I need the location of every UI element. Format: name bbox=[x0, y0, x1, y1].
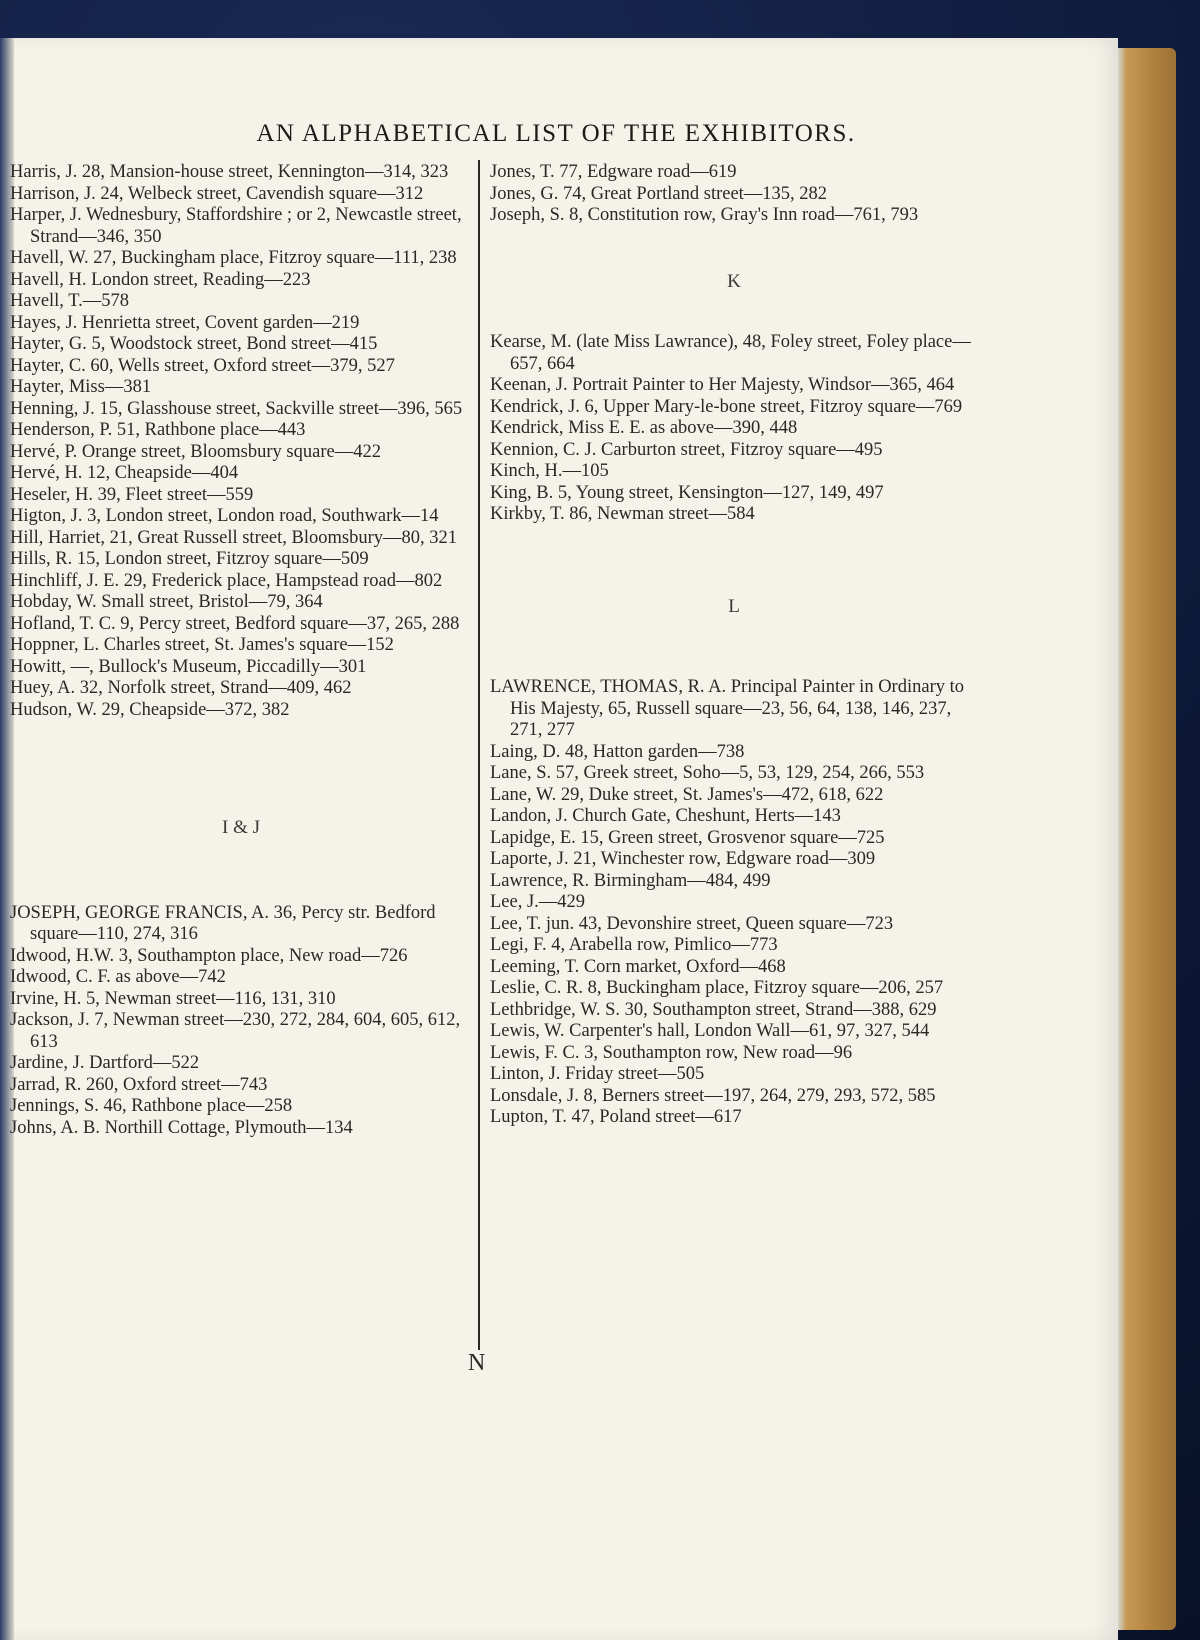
exhibitor-entry: Landon, J. Church Gate, Cheshunt, Herts—143 bbox=[490, 806, 841, 826]
exhibitor-entry: Idwood, H.W. 3, Southampton place, New road—726 bbox=[10, 945, 408, 966]
exhibitor-entry: Kendrick, J. 6, Upper Mary-le-bone street, Fitzroy square—769 bbox=[490, 396, 963, 417]
page-title: AN ALPHABETICAL LIST OF THE EXHIBITORS. bbox=[256, 120, 856, 147]
exhibitor-entry: Hayter, Miss—381 bbox=[10, 377, 152, 397]
left-column bbox=[10, 162, 472, 1139]
k-entries bbox=[490, 332, 978, 526]
exhibitor-entry: Hayes, J. Henrietta street, Covent garden—219 bbox=[10, 312, 360, 333]
exhibitor-entry: Kendrick, Miss E. E. as above—390, 448 bbox=[490, 418, 798, 438]
exhibitor-entry: Howitt, —, Bullock's Museum, Piccadilly—301 bbox=[10, 656, 367, 677]
l-entries bbox=[490, 677, 978, 1129]
exhibitor-entry: Harrison, J. 24, Welbeck street, Cavendish square—312 bbox=[10, 183, 424, 204]
exhibitor-entry: Hayter, C. 60, Wells street, Oxford street—379, 527 bbox=[10, 355, 395, 376]
exhibitor-entry: Jackson, J. 7, Newman street—230, 272, 284, 604, 605, 612, 613 bbox=[10, 1010, 461, 1052]
exhibitor-entry: Hinchliff, J. E. 29, Frederick place, Hampstead road—802 bbox=[10, 570, 443, 591]
i-j-entries bbox=[10, 903, 472, 1140]
exhibitor-entry: Huey, A. 32, Norfolk street, Strand—409, 462 bbox=[10, 678, 352, 698]
exhibitor-entry: Harper, J. Wednesbury, Staffordshire ; or 2, Newcastle street, Strand—346, 350 bbox=[10, 205, 462, 247]
exhibitor-entry: Hudson, W. 29, Cheapside—372, 382 bbox=[10, 699, 290, 720]
exhibitor-entry: Hofland, T. C. 9, Percy street, Bedford square—37, 265, 288 bbox=[10, 613, 460, 634]
exhibitor-entry: Henning, J. 15, Glasshouse street, Sackville street—396, 565 bbox=[10, 398, 463, 419]
exhibitor-entry: Lane, S. 57, Greek street, Soho—5, 53, 129, 254, 266, 553 bbox=[490, 763, 925, 783]
h-entries bbox=[10, 162, 472, 721]
exhibitor-entry: Hervé, P. Orange street, Bloomsbury square—422 bbox=[10, 441, 381, 462]
exhibitor-entry: Idwood, C. F. as above—742 bbox=[10, 967, 226, 987]
right-column bbox=[490, 162, 978, 1129]
exhibitor-entry: Lawrence, R. Birmingham—484, 499 bbox=[490, 870, 771, 891]
exhibitor-entry: Harris, J. 28, Mansion-house street, Kennington—314, 323 bbox=[10, 162, 449, 182]
exhibitor-entry: LAWRENCE, THOMAS, R. A. Principal Painter in Ordinary to His Majesty, 65, Russell square—23, 56, 64, 138, 146, 237, 271, 277 bbox=[490, 677, 964, 740]
exhibitor-entry: Hoppner, L. Charles street, St. James's square—152 bbox=[10, 635, 394, 655]
exhibitor-entry: Jardine, J. Dartford—522 bbox=[10, 1053, 200, 1073]
column-divider bbox=[478, 160, 480, 1350]
exhibitor-entry: Henderson, P. 51, Rathbone place—443 bbox=[10, 420, 306, 440]
j-entries-continued bbox=[490, 162, 978, 227]
exhibitor-entry: Hervé, H. 12, Cheapside—404 bbox=[10, 463, 239, 483]
signature-mark: N bbox=[468, 1350, 486, 1376]
exhibitor-entry: Jarrad, R. 260, Oxford street—743 bbox=[10, 1074, 268, 1095]
exhibitor-entry: Jones, G. 74, Great Portland street—135, 282 bbox=[490, 183, 828, 204]
exhibitor-entry: Johns, A. B. Northill Cottage, Plymouth—134 bbox=[10, 1117, 353, 1138]
exhibitor-entry: Lane, W. 29, Duke street, St. James's—472, 618, 622 bbox=[490, 784, 884, 805]
section-heading-l: L bbox=[728, 595, 740, 617]
exhibitor-entry: Leslie, C. R. 8, Buckingham place, Fitzroy square—206, 257 bbox=[490, 978, 944, 998]
exhibitor-entry: Lee, J.—429 bbox=[490, 892, 586, 912]
exhibitor-entry: Lee, T. jun. 43, Devonshire street, Queen square—723 bbox=[490, 913, 894, 934]
exhibitor-entry: Lewis, W. Carpenter's hall, London Wall—61, 97, 327, 544 bbox=[490, 1021, 930, 1041]
exhibitor-entry: Joseph, S. 8, Constitution row, Gray's Inn road—761, 793 bbox=[490, 205, 919, 225]
exhibitor-entry: Laing, D. 48, Hatton garden—738 bbox=[490, 741, 745, 762]
exhibitor-entry: Hayter, G. 5, Woodstock street, Bond street—415 bbox=[10, 334, 378, 354]
book-edge bbox=[1112, 48, 1176, 1630]
exhibitor-entry: JOSEPH, GEORGE FRANCIS, A. 36, Percy str. Bedford square—110, 274, 316 bbox=[10, 902, 436, 944]
exhibitor-entry: Kinch, H.—105 bbox=[490, 461, 609, 481]
section-heading-i-j: I & J bbox=[222, 817, 260, 838]
exhibitor-entry: Havell, H. London street, Reading—223 bbox=[10, 269, 311, 290]
exhibitor-entry: Heseler, H. 39, Fleet street—559 bbox=[10, 484, 254, 505]
exhibitor-entry: Kirkby, T. 86, Newman street—584 bbox=[490, 504, 755, 524]
exhibitor-entry: Laporte, J. 21, Winchester row, Edgware road—309 bbox=[490, 849, 876, 869]
exhibitor-entry: Hobday, W. Small street, Bristol—79, 364 bbox=[10, 592, 323, 612]
exhibitor-entry: Jones, T. 77, Edgware road—619 bbox=[490, 162, 737, 182]
exhibitor-entry: Lewis, F. C. 3, Southampton row, New road—96 bbox=[490, 1042, 853, 1063]
exhibitor-entry: Irvine, H. 5, Newman street—116, 131, 310 bbox=[10, 988, 336, 1009]
exhibitor-entry: Leeming, T. Corn market, Oxford—468 bbox=[490, 956, 786, 977]
exhibitor-entry: King, B. 5, Young street, Kensington—127, 149, 497 bbox=[490, 482, 884, 503]
exhibitor-entry: Havell, W. 27, Buckingham place, Fitzroy square—111, 238 bbox=[10, 248, 457, 268]
exhibitor-entry: Hill, Harriet, 21, Great Russell street, Bloomsbury—80, 321 bbox=[10, 527, 458, 548]
exhibitor-entry: Linton, J. Friday street—505 bbox=[490, 1064, 705, 1084]
exhibitor-entry: Havell, T.—578 bbox=[10, 291, 130, 311]
exhibitor-entry: Lonsdale, J. 8, Berners street—197, 264, 279, 293, 572, 585 bbox=[490, 1085, 936, 1106]
exhibitor-entry: Legi, F. 4, Arabella row, Pimlico—773 bbox=[490, 935, 778, 955]
exhibitor-entry: Lethbridge, W. S. 30, Southampton street, Strand—388, 629 bbox=[490, 999, 937, 1020]
exhibitor-entry: Hills, R. 15, London street, Fitzroy square—509 bbox=[10, 549, 369, 569]
exhibitor-entry: Jennings, S. 46, Rathbone place—258 bbox=[10, 1096, 293, 1116]
exhibitor-entry: Kearse, M. (late Miss Lawrance), 48, Foley street, Foley place—657, 664 bbox=[490, 332, 971, 374]
exhibitor-entry: Lapidge, E. 15, Green street, Grosvenor square—725 bbox=[490, 827, 885, 848]
exhibitor-entry: Keenan, J. Portrait Painter to Her Majesty, Windsor—365, 464 bbox=[490, 375, 955, 395]
exhibitor-entry: Kennion, C. J. Carburton street, Fitzroy square—495 bbox=[490, 439, 883, 460]
exhibitor-entry: Lupton, T. 47, Poland street—617 bbox=[490, 1107, 742, 1127]
exhibitor-entry: Higton, J. 3, London street, London road, Southwark—14 bbox=[10, 506, 439, 526]
section-heading-k: K bbox=[727, 270, 741, 292]
